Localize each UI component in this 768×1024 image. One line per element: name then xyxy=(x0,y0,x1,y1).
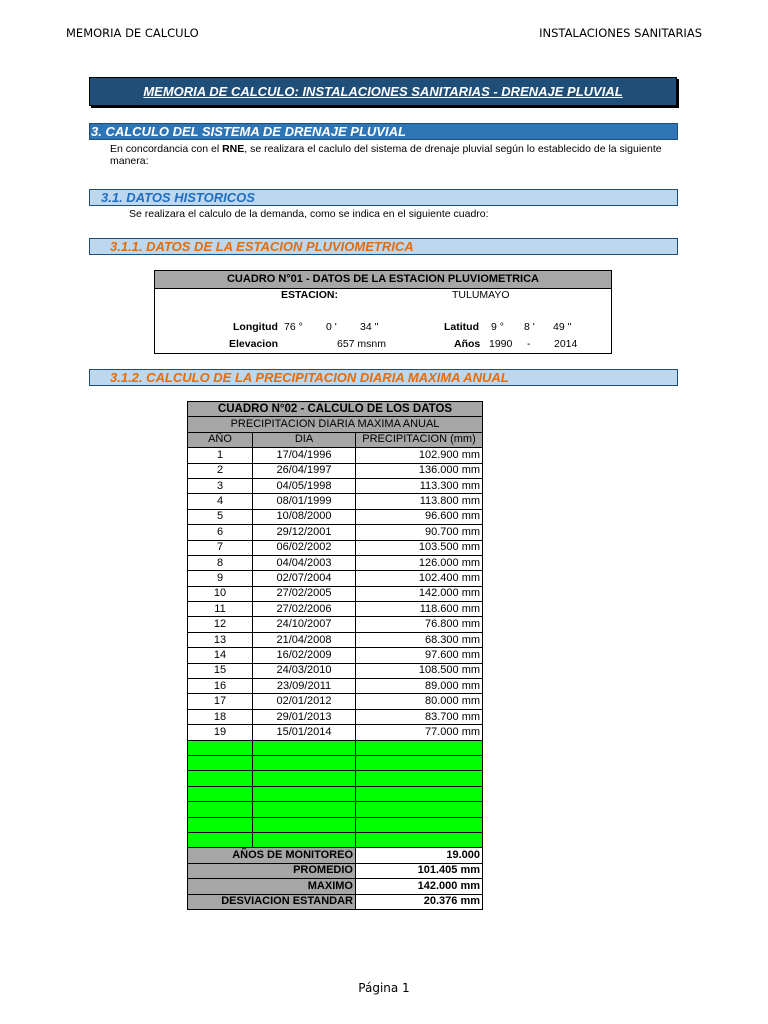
table-row xyxy=(188,709,483,724)
empty-highlight-row xyxy=(188,832,483,847)
row-precipitation: 102.900 mm xyxy=(356,448,483,463)
row-date: 29/01/2013 xyxy=(253,709,356,724)
empty-cell xyxy=(356,786,483,801)
row-precipitation: 77.000 mm xyxy=(356,725,483,740)
row-date: 02/07/2004 xyxy=(253,571,356,586)
anos-from: 1990 xyxy=(489,338,513,350)
summary-value: 142.000 mm xyxy=(356,879,483,894)
row-date: 16/02/2009 xyxy=(253,648,356,663)
table-row xyxy=(188,463,483,478)
row-date: 04/04/2003 xyxy=(253,555,356,570)
empty-highlight-row xyxy=(188,817,483,832)
row-date: 17/04/1996 xyxy=(253,448,356,463)
empty-cell xyxy=(188,832,253,847)
row-year: 6 xyxy=(188,525,253,540)
row-year: 1 xyxy=(188,448,253,463)
row-precipitation: 142.000 mm xyxy=(356,586,483,601)
page-number: Página 1 xyxy=(358,981,410,995)
empty-cell xyxy=(253,755,356,770)
summary-label: AÑOS DE MONITOREO xyxy=(188,848,356,863)
summary-value: 20.376 mm xyxy=(356,894,483,909)
table-row xyxy=(188,663,483,678)
longitud-minutes: 0 ' xyxy=(326,321,337,333)
table-row xyxy=(188,509,483,524)
section-3-text-part: , se realizara el caclulo del sistema de drenaje pluvial según lo establecido de la siguiente xyxy=(244,143,662,155)
empty-cell xyxy=(356,802,483,817)
row-year: 18 xyxy=(188,709,253,724)
row-year: 9 xyxy=(188,571,253,586)
row-date: 02/01/2012 xyxy=(253,694,356,709)
row-precipitation: 118.600 mm xyxy=(356,602,483,617)
row-year: 3 xyxy=(188,478,253,493)
row-date: 27/02/2006 xyxy=(253,602,356,617)
section-3-heading: 3. CALCULO DEL SISTEMA DE DRENAJE PLUVIAL xyxy=(89,123,678,140)
section-3-1-1-heading: 3.1.1. DATOS DE LA ESTACION PLUVIOMETRICA xyxy=(89,238,678,255)
row-date: 06/02/2002 xyxy=(253,540,356,555)
table-row xyxy=(188,648,483,663)
table-row xyxy=(188,571,483,586)
row-date: 26/04/1997 xyxy=(253,463,356,478)
page-header-right: INSTALACIONES SANITARIAS xyxy=(539,26,702,40)
summary-row xyxy=(188,894,483,909)
empty-cell xyxy=(253,740,356,755)
column-header-dia: DIA xyxy=(253,432,356,447)
row-year: 14 xyxy=(188,648,253,663)
rne-label: RNE xyxy=(222,143,245,155)
row-precipitation: 76.800 mm xyxy=(356,617,483,632)
row-date: 10/08/2000 xyxy=(253,509,356,524)
empty-cell xyxy=(356,740,483,755)
section-3-text xyxy=(110,143,680,167)
empty-highlight-row xyxy=(188,802,483,817)
row-year: 17 xyxy=(188,694,253,709)
summary-value: 101.405 mm xyxy=(356,863,483,878)
row-date: 29/12/2001 xyxy=(253,525,356,540)
row-year: 12 xyxy=(188,617,253,632)
summary-row xyxy=(188,863,483,878)
document-title: MEMORIA DE CALCULO: INSTALACIONES SANITARIAS - DRENAJE PLUVIAL xyxy=(143,84,623,99)
row-year: 10 xyxy=(188,586,253,601)
latitud-label: Latitud xyxy=(444,321,479,333)
empty-cell xyxy=(253,802,356,817)
row-year: 8 xyxy=(188,555,253,570)
column-header-precipitacion: PRECIPITACION (mm) xyxy=(356,432,483,447)
row-precipitation: 102.400 mm xyxy=(356,571,483,586)
empty-cell xyxy=(253,786,356,801)
row-year: 7 xyxy=(188,540,253,555)
summary-label: PROMEDIO xyxy=(188,863,356,878)
row-precipitation: 108.500 mm xyxy=(356,663,483,678)
latitud-seconds: 49 " xyxy=(553,321,572,333)
row-date: 24/10/2007 xyxy=(253,617,356,632)
empty-cell xyxy=(253,817,356,832)
row-date: 27/02/2005 xyxy=(253,586,356,601)
empty-cell xyxy=(188,802,253,817)
row-precipitation: 113.800 mm xyxy=(356,494,483,509)
longitud-label: Longitud xyxy=(233,321,278,333)
empty-cell xyxy=(356,817,483,832)
row-precipitation: 97.600 mm xyxy=(356,648,483,663)
table-row xyxy=(188,540,483,555)
document-title-bar xyxy=(89,77,677,106)
section-3-1-text: Se realizara el calculo de la demanda, como se indica en el siguiente cuadro: xyxy=(129,208,489,220)
row-year: 19 xyxy=(188,725,253,740)
table-row xyxy=(188,725,483,740)
row-precipitation: 80.000 mm xyxy=(356,694,483,709)
empty-cell xyxy=(253,771,356,786)
table-row xyxy=(188,525,483,540)
latitud-degrees: 9 ° xyxy=(491,321,504,333)
empty-cell xyxy=(356,755,483,770)
row-year: 2 xyxy=(188,463,253,478)
row-precipitation: 103.500 mm xyxy=(356,540,483,555)
empty-cell xyxy=(188,817,253,832)
anos-label: Años xyxy=(454,338,481,350)
table-row xyxy=(188,478,483,493)
longitud-seconds: 34 " xyxy=(360,321,379,333)
table-row xyxy=(188,617,483,632)
estacion-value: TULUMAYO xyxy=(452,289,510,301)
empty-cell xyxy=(188,755,253,770)
row-precipitation: 113.300 mm xyxy=(356,478,483,493)
cuadro-02-table xyxy=(187,401,483,910)
row-precipitation: 136.000 mm xyxy=(356,463,483,478)
table-row xyxy=(188,679,483,694)
section-3-text-line2: manera: xyxy=(110,155,149,167)
empty-highlight-row xyxy=(188,771,483,786)
section-3-1-heading: 3.1. DATOS HISTORICOS xyxy=(89,189,678,206)
column-header-ano: AÑO xyxy=(188,432,253,447)
empty-cell xyxy=(188,771,253,786)
summary-row xyxy=(188,879,483,894)
row-date: 04/05/1998 xyxy=(253,478,356,493)
estacion-label: ESTACION: xyxy=(281,289,338,301)
summary-label: MAXIMO xyxy=(188,879,356,894)
row-year: 11 xyxy=(188,602,253,617)
row-year: 5 xyxy=(188,509,253,524)
table-row xyxy=(188,586,483,601)
summary-value: 19.000 xyxy=(356,848,483,863)
row-date: 21/04/2008 xyxy=(253,632,356,647)
summary-label: DESVIACION ESTANDAR xyxy=(188,894,356,909)
cuadro-02-subtitle: PRECIPITACION DIARIA MAXIMA ANUAL xyxy=(188,417,483,432)
table-row xyxy=(188,494,483,509)
table-row xyxy=(188,555,483,570)
row-precipitation: 126.000 mm xyxy=(356,555,483,570)
empty-highlight-row xyxy=(188,786,483,801)
section-3-text-part: En concordancia con el xyxy=(110,143,223,155)
section-3-1-2-heading: 3.1.2. CALCULO DE LA PRECIPITACION DIARIA MAXIMA ANUAL xyxy=(89,369,678,386)
empty-cell xyxy=(253,832,356,847)
longitud-degrees: 76 ° xyxy=(284,321,303,333)
anos-separator: - xyxy=(527,338,531,350)
row-precipitation: 96.600 mm xyxy=(356,509,483,524)
row-date: 15/01/2014 xyxy=(253,725,356,740)
row-year: 4 xyxy=(188,494,253,509)
row-year: 15 xyxy=(188,663,253,678)
empty-cell xyxy=(188,786,253,801)
row-year: 16 xyxy=(188,679,253,694)
table-row xyxy=(188,448,483,463)
page-header-left: MEMORIA DE CALCULO xyxy=(66,26,199,40)
row-date: 23/09/2011 xyxy=(253,679,356,694)
cuadro-02-title: CUADRO N°02 - CALCULO DE LOS DATOS xyxy=(188,402,483,417)
empty-cell xyxy=(188,740,253,755)
row-date: 24/03/2010 xyxy=(253,663,356,678)
empty-cell xyxy=(356,771,483,786)
summary-row xyxy=(188,848,483,863)
row-precipitation: 83.700 mm xyxy=(356,709,483,724)
row-date: 08/01/1999 xyxy=(253,494,356,509)
row-precipitation: 90.700 mm xyxy=(356,525,483,540)
row-precipitation: 68.300 mm xyxy=(356,632,483,647)
table-row xyxy=(188,602,483,617)
table-row xyxy=(188,694,483,709)
cuadro-01-title: CUADRO N°01 - DATOS DE LA ESTACION PLUVIOMETRICA xyxy=(155,271,611,289)
row-precipitation: 89.000 mm xyxy=(356,679,483,694)
elevacion-label: Elevacion xyxy=(229,338,279,350)
elevacion-value: 657 msnm xyxy=(337,338,387,350)
cuadro-01 xyxy=(154,270,612,354)
empty-cell xyxy=(356,832,483,847)
row-year: 13 xyxy=(188,632,253,647)
empty-highlight-row xyxy=(188,740,483,755)
latitud-minutes: 8 ' xyxy=(524,321,535,333)
empty-highlight-row xyxy=(188,755,483,770)
table-row xyxy=(188,632,483,647)
anos-to: 2014 xyxy=(554,338,578,350)
